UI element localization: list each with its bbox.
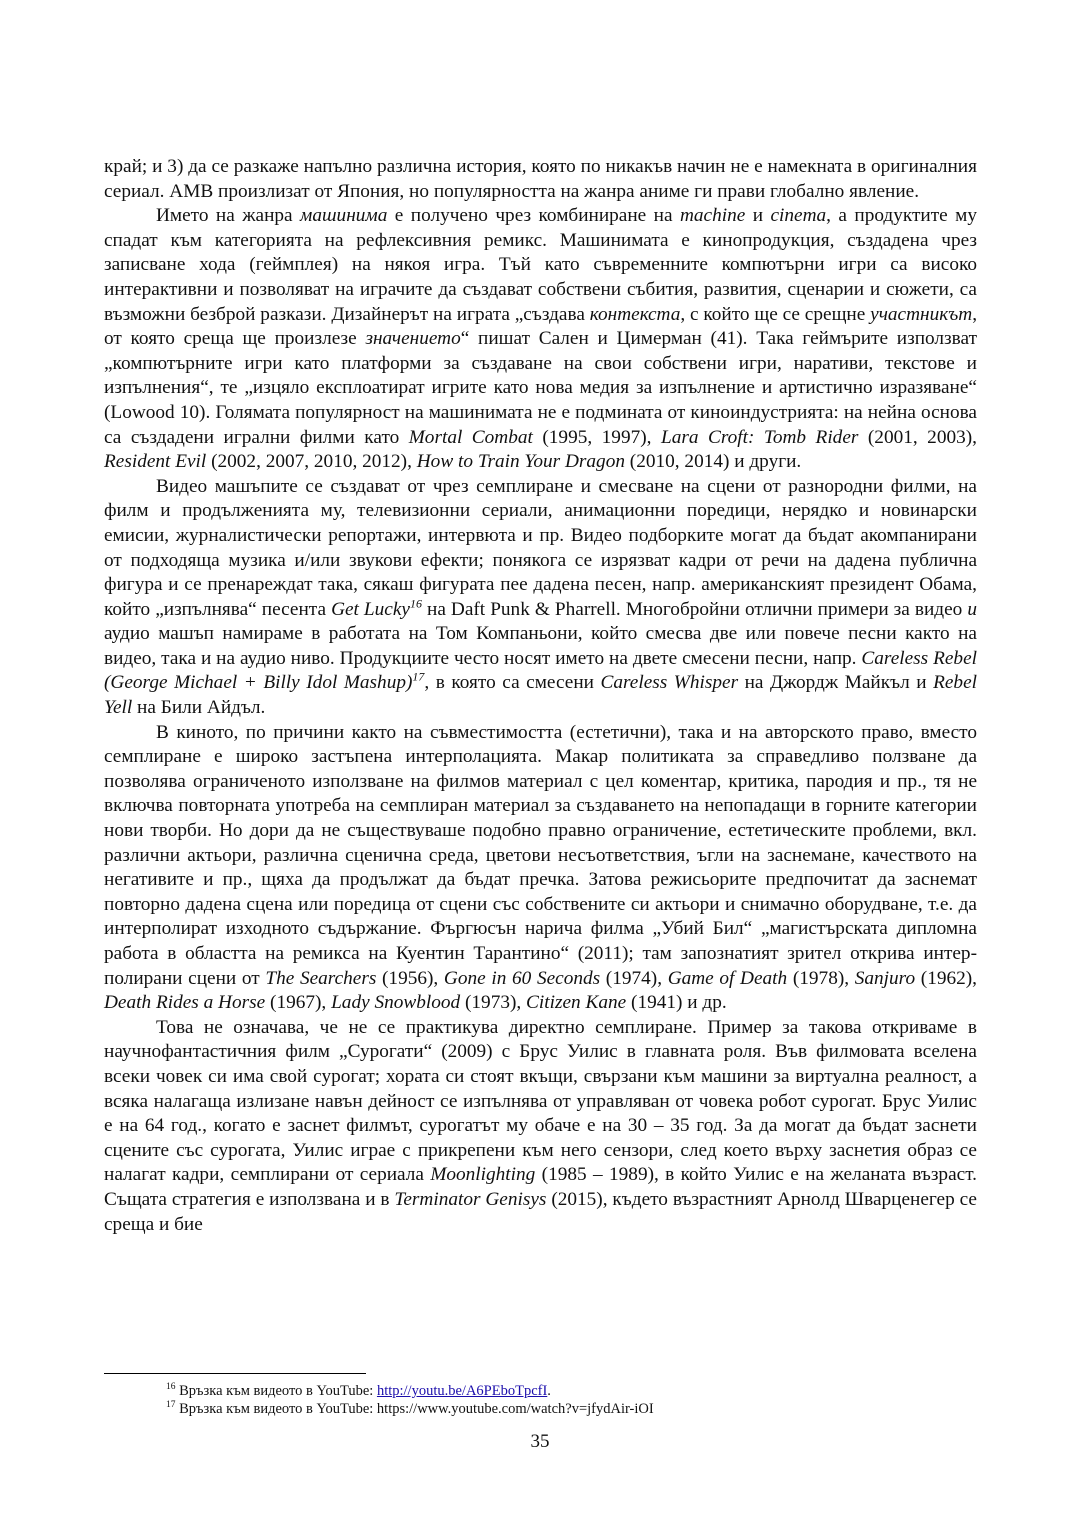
footnote-text: Връзка към видеото в YouTube:	[179, 1383, 377, 1399]
footnote-separator	[104, 1373, 366, 1374]
text-run: (2002, 2007, 2010, 2012),	[206, 451, 417, 473]
text-run: (1973),	[460, 992, 527, 1014]
text-run: на Били Айдъл.	[132, 697, 266, 719]
italic-run: Death Rides a Horse	[104, 992, 266, 1014]
italic-run: How to Train Your Dragon	[416, 451, 625, 473]
text-run: , в която са смесени	[424, 672, 601, 694]
paragraph	[104, 475, 977, 721]
footnote-marker: 17	[166, 1400, 176, 1411]
italic-run: Terminator Genisys	[394, 1188, 547, 1210]
footnote-ref: 16	[409, 596, 422, 611]
text-run: , от която среща ще произлезе	[104, 303, 978, 350]
text-run: (1995, 1997),	[532, 426, 661, 448]
page-body	[104, 155, 977, 1237]
text-run: (1985 – 1989), в който Уилис е на желаната възраст. Същата стратегия е използвана и в	[104, 1164, 977, 1210]
italic-run: участникът	[870, 303, 973, 325]
footnote-marker: 16	[166, 1382, 176, 1393]
italic-run: Careless Whisper	[600, 672, 739, 694]
footnote-link[interactable]: http://youtu.be/A6PEboTpcfI	[376, 1383, 548, 1399]
footnote-ref: 17	[412, 670, 425, 685]
italic-run: машинима	[300, 205, 388, 227]
text-run: (2001, 2003),	[858, 426, 977, 448]
italic-run: machine	[679, 205, 746, 227]
text-run: (2010, 2014) и други.	[624, 451, 802, 473]
italic-run: cinema	[770, 205, 827, 227]
italic-run: и	[967, 598, 977, 620]
italic-run: Lara Croft: Tomb Rider	[660, 426, 859, 448]
page-number: 35	[530, 1431, 550, 1452]
italic-run: контекста	[589, 303, 681, 325]
text-run: Видео машъпите се създават от чрез семплиране и смесване на сцени от разнородни филми, на филм и продълженията му, телевизионни сериали, анимационни поредици, нерядко и новинарски емисии, журналистически репортажи, интервюта и пр. Видео подборките могат да бъдат акомпанирани от подходяща музика и/или звукови ефекти; понякога се изрязват кадри от речи на дадена публична фигура и се пренареждат така, сякаш фигурата пее дадена песен, напр. американският президент Обама, който „изпълнява“ песента	[104, 475, 977, 620]
text-run: (1967),	[265, 992, 332, 1014]
footnote-end: .	[547, 1383, 551, 1399]
italic-run: Rebel Yell	[104, 672, 977, 719]
text-run: (1956),	[376, 967, 444, 989]
text-run: (1962),	[915, 967, 977, 989]
italic-run: Gone in 60 Seconds	[443, 967, 601, 989]
text-run: край; и 3) да се разкаже напълно различна история, която по никакъв начин не е намекната в оригиналния сериал. AMB произлизат от Япония, но популярността на жанра аниме ги прави глобално явление.	[104, 156, 977, 202]
footnote-text: Връзка към видеото в YouTube: https://www.youtube.com/watch?v=jfydAir-iOI	[179, 1401, 654, 1417]
text-run: на Джордж Майкъл и	[738, 672, 934, 694]
italic-run: Game of Death	[667, 967, 788, 989]
footnote-16	[166, 1382, 551, 1400]
text-run: Името на жанра	[156, 205, 301, 227]
italic-run: Lady Snowblood	[331, 992, 461, 1014]
text-run: В киното, по причини както на съвместимостта (естетични), така и на авторското право, вместо семплиране е широко застъпена интерполацията. Макар политиката за справедливо ползване да позволява ограниченото използване на филмов материал с цел коментар, критика, пародия и пр., тя не включва повторната употреба на семплиран материал за създаването на непопадащи в горните категории нови творби. Но дори да не съществуваше подобно правно ограничение, естетическите проблеми, вкл. различни актьори, различна сценична среда, цветови несъответствия, ъгли на заснемане, качеството на негативите и пр., щяха да продължат да бъдат пречка. Затова режисьорите предпочитат да заснемат повторно дадена сцена или поредица от сцени със собствените си актьори и снимачно оборудване, т.е. да интерполират изходното съдържание. Фъргюсън нарича филма „Убий Бил“ „магистърската дипломна работа в областта на ремикса на Куентин Тарантино“ (2011); там запознатият зрител открива интерполирани сцени от	[104, 721, 977, 989]
paragraph	[104, 204, 977, 475]
paragraph	[104, 721, 977, 1016]
text-run: Това не означава, че не се практикува директно семплиране. Пример за такова откриваме в научнофантастичния филм „Сурогати“ (2009) с Брус Уилис в главната роля. Във филмовата вселена всеки човек си има свой сурогат; хората си стоят вкъщи, свързани към машини за виртуална реалност, а всяка налагаща излизане навън дейност се изпълнява от управляван от човека робот сурогат. Брус Уилис е на 64 год., когато е заснет филмът, сурогатът му обаче е на 30 – 35 год. За да могат да бъдат заснети сцените със сурогата, Уилис играе с прикрепени към него сензори, след което върху заснетия образ се налагат кадри, семплирани от сериала	[104, 1016, 977, 1186]
text-run: , а продуктите му спадат към категорията на рефлексивния ремикс. Машинимата е кинопродукция, създадена чрез записване хода (геймплея) на някоя игра. Тъй като съвременните компютърни игри са високо интерактивни и позволяват на играчите да създават собствени събития, развития, сценарии и сюжети, са възможни безброй разкази. Дизайнерът на играта „създава	[104, 205, 977, 325]
italic-run: Sanjuro	[854, 967, 916, 989]
text-run: , с който ще се срещне	[680, 303, 871, 325]
text-run: аудио машъп намираме в работата на Том Компаньони, който смесва две или повече песни както на видео, така и на аудио ниво. Продукциите често носят името на двете смесени песни, напр.	[104, 623, 977, 669]
text-run: (2015), където възрастният Арнолд Шварценегер се среща и бие	[104, 1188, 977, 1235]
italic-run: The Searchers	[265, 967, 377, 989]
text-run: (1974),	[600, 967, 668, 989]
italic-run: Mortal Combat	[408, 426, 533, 448]
text-run: (1941) и др.	[626, 992, 727, 1014]
italic-run: Resident Evil	[104, 451, 207, 473]
text-run: “ пишат Сален и Цимерман (41). Така геймърите използват „компютърните игри като платформи за създаване на свои собствени игри, наративи, текстове и изпълнения“, те „изцяло експлоатират игрите като нова медия за изпълнение и артистично изразяване“ (Lowood 10). Голямата популярност на машинимата не е подмината от киноиндустрията: на нейна основа са създадени игрални филми като	[104, 328, 977, 448]
text-run: и	[745, 205, 771, 227]
italic-run: значението	[365, 328, 461, 350]
text-run: е получено чрез комбиниране на	[387, 205, 680, 227]
text-run: на Daft Punk & Pharrell. Многобройни отлични примери за видео	[421, 598, 968, 620]
paragraph	[104, 155, 977, 204]
italic-run: Careless Rebel (George Michael + Billy Idol Mashup)	[104, 647, 977, 694]
text-run: (1978),	[787, 967, 855, 989]
paragraph	[104, 1016, 977, 1237]
italic-run: Moonlighting	[430, 1164, 536, 1186]
footnote-17	[166, 1400, 654, 1418]
italic-run: Citizen Kane	[526, 992, 627, 1014]
italic-run: Get Lucky	[331, 598, 410, 620]
